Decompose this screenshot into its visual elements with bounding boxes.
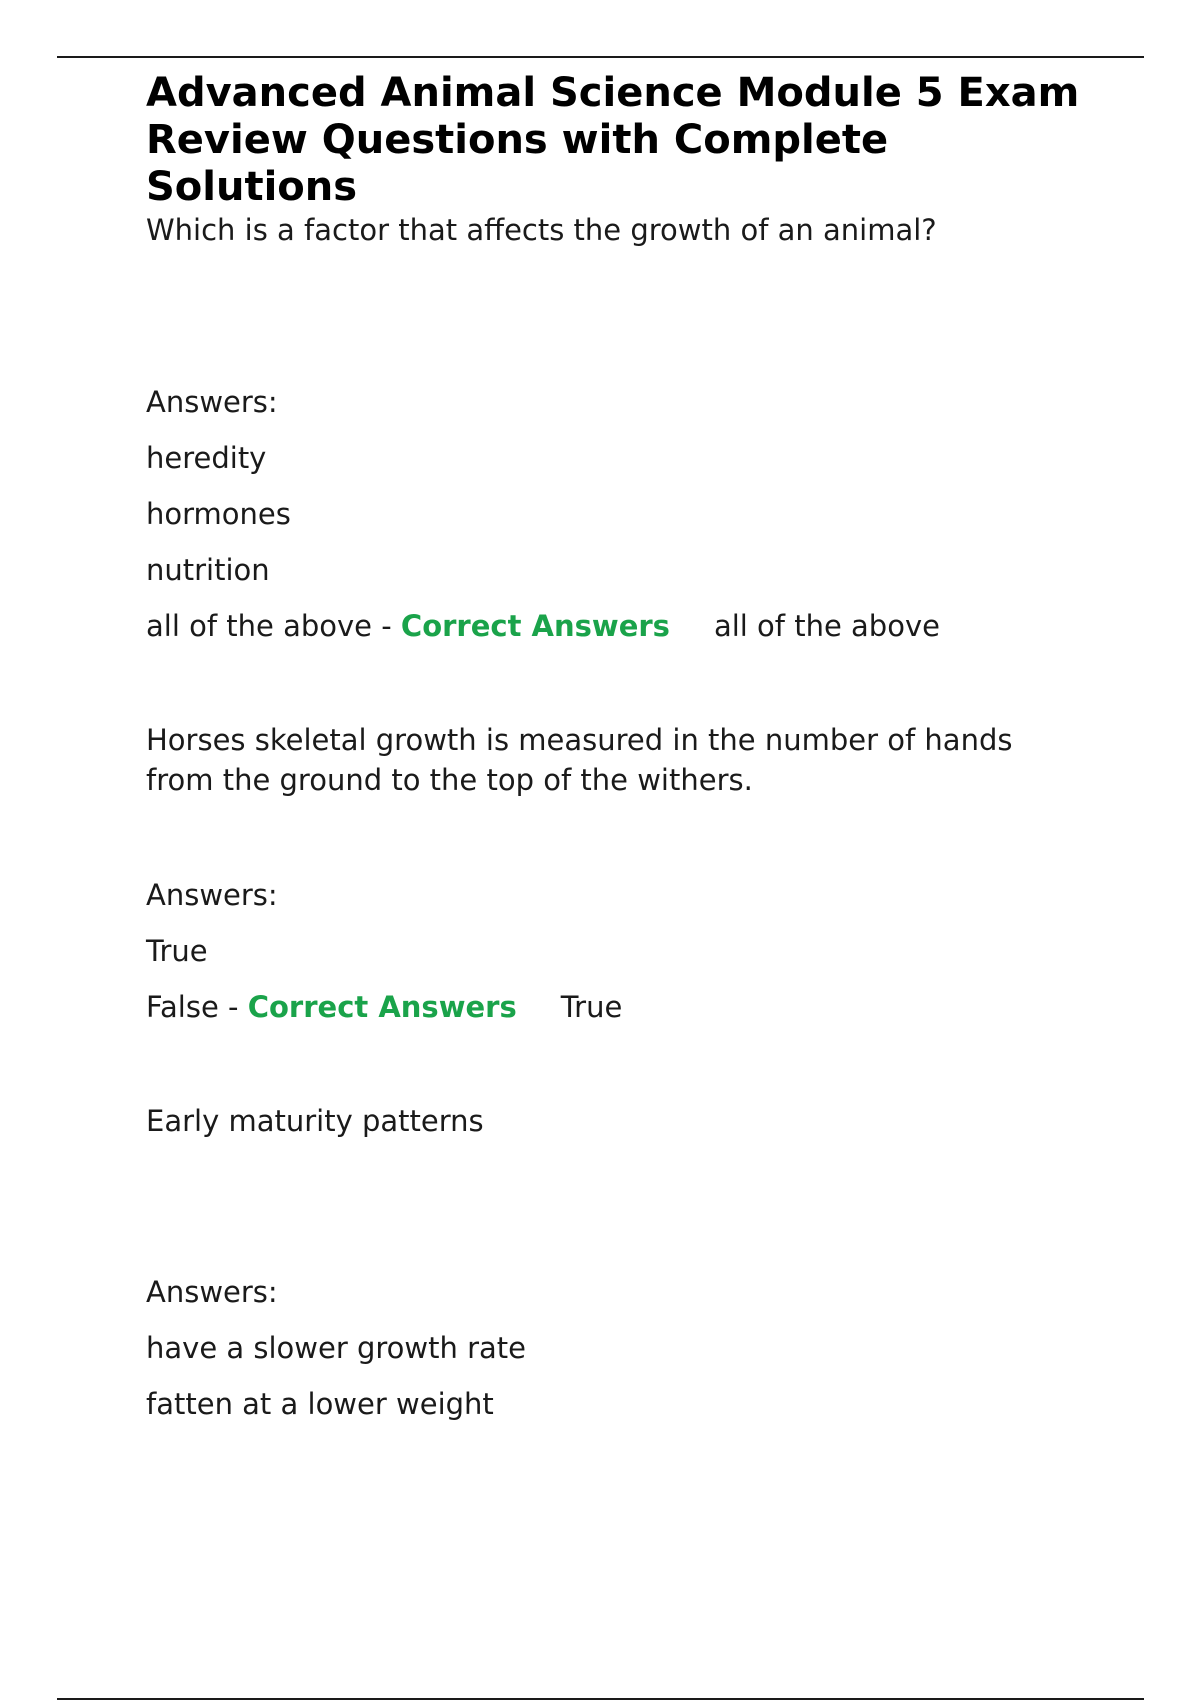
question-2-option-2-row: [146, 987, 622, 1027]
question-1-option-4: all of the above: [146, 609, 373, 643]
question-2-correct-label: Correct Answers: [247, 990, 517, 1024]
question-1-prompt: Which is a factor that affects the growth of an animal?: [146, 213, 937, 247]
question-2-separator: -: [218, 990, 248, 1024]
question-1-answers-label: Answers:: [146, 385, 278, 419]
question-1-correct-answer: all of the above: [713, 609, 940, 643]
top-rule: [57, 56, 1144, 58]
question-3-option-1: have a slower growth rate: [146, 1331, 527, 1365]
question-2-option-1: True: [146, 934, 208, 968]
question-2-option-2: False: [146, 990, 219, 1024]
question-3-option-2: fatten at a lower weight: [146, 1387, 494, 1421]
question-2-prompt: Horses skeletal growth is measured in the number of hands from the ground to the top of the withers.: [146, 723, 1013, 797]
question-1-separator: -: [372, 609, 401, 643]
question-3-answers-label: Answers:: [146, 1275, 278, 1309]
question-1-option-3: nutrition: [146, 553, 270, 587]
question-3-prompt: Early maturity patterns: [146, 1104, 484, 1138]
question-1-option-2: hormones: [146, 497, 291, 531]
question-1-option-4-row: [146, 606, 940, 646]
question-2-answers-label: Answers:: [146, 878, 278, 912]
document-title: Advanced Animal Science Module 5 Exam Review Questions with Complete Solutions: [146, 70, 1080, 210]
question-1-correct-label: Correct Answers: [400, 609, 670, 643]
question-1-option-1: heredity: [146, 441, 267, 475]
question-2-correct-answer: True: [560, 990, 623, 1024]
